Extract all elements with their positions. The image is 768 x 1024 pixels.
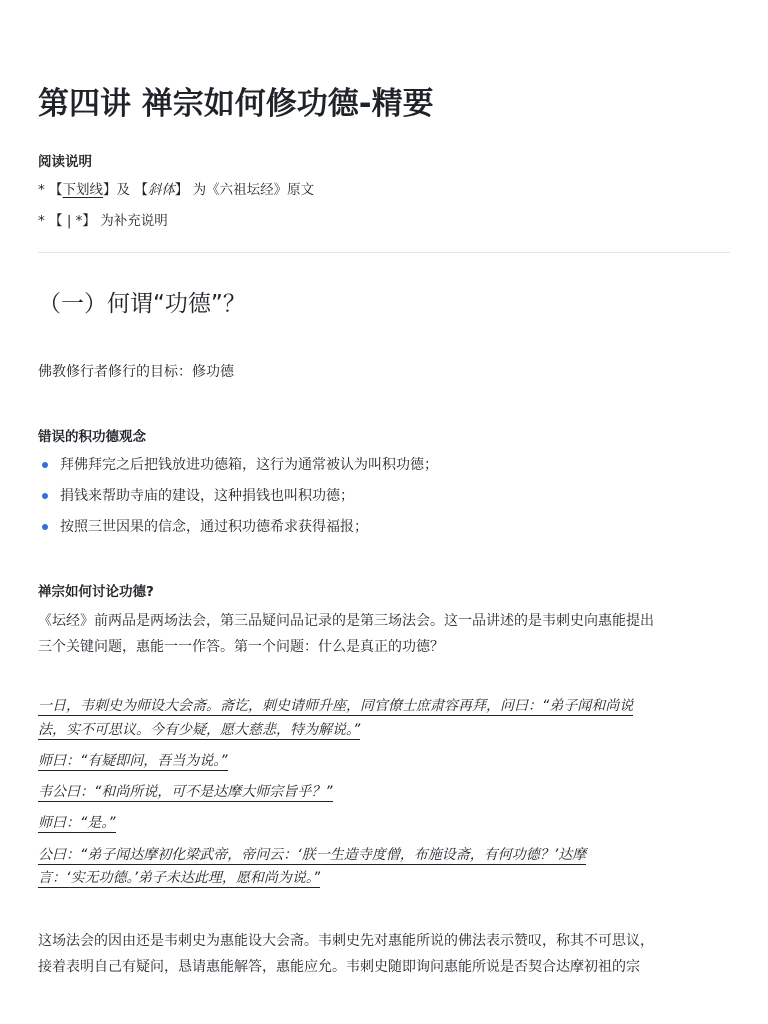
underline-sample: 下划线 <box>62 182 104 198</box>
zen-heading: 禅宗如何讨论功德? <box>38 584 154 600</box>
quote-1-line-1 <box>38 696 633 716</box>
closing-paragraph-line: 这场法会的因由还是韦刺史为惠能设大会斋。韦刺史先对惠能所说的佛法表示赞叹，称其不可思议， <box>38 933 654 949</box>
quote-text: 韦公曰：“和尚所说，可不是达摩大师宗旨乎？” <box>38 784 333 800</box>
reading-note-prefix: * 【 <box>38 182 63 198</box>
zen-paragraph-line: 《坛经》前两品是两场法会，第三品疑问品记录的是第三场法会。这一品讲述的是韦刺史向惠能提出 <box>38 613 654 629</box>
bullet-dot <box>42 462 48 468</box>
wrong-concept-list <box>38 455 730 548</box>
closing-paragraph <box>38 928 730 980</box>
page-title: 第四讲 禅宗如何修功德-精要 <box>38 86 434 122</box>
reading-note-heading: 阅读说明 <box>38 154 92 170</box>
closing-paragraph-line: 接着表明自己有疑问，恳请惠能解答，惠能应允。韦刺史随即询问惠能所说是否契合达摩初祖的宗 <box>38 959 640 975</box>
section-divider <box>38 252 730 253</box>
reading-note-line-1 <box>38 180 730 200</box>
list-item-text: 捐钱来帮助寺庙的建设，这种捐钱也叫积功德； <box>60 488 354 504</box>
quote-text: 言：‘实无功德。’弟子未达此理，愿和尚为说。” <box>38 870 321 886</box>
reading-note-mid: 】及 【 <box>103 182 148 198</box>
bullet-dot <box>42 524 48 530</box>
quote-text: 公曰：“弟子闻达摩初化梁武帝，帝问云：‘朕一生造寺度僧，布施设斋，有何功德？’达摩 <box>38 847 587 863</box>
reading-note-suffix: 】 为《六祖坛经》原文 <box>174 182 315 198</box>
bullet-dot <box>42 493 48 499</box>
list-item <box>38 486 730 517</box>
quote-4 <box>38 813 116 833</box>
list-item-text: 拜佛拜完之后把钱放进功德箱，这行为通常被认为叫积功德； <box>60 457 438 473</box>
list-item <box>38 455 730 486</box>
quote-text: 师曰：“有疑即问，吾当为说。” <box>38 753 228 769</box>
quote-text: 师曰：“是。” <box>38 815 116 831</box>
quote-5-line-2 <box>38 868 320 888</box>
list-item <box>38 517 730 548</box>
goal-text: 佛教修行者修行的目标：修功德 <box>38 364 234 380</box>
zen-paragraph-line: 三个关键问题，惠能一一作答。第一个问题：什么是真正的功德？ <box>38 639 444 655</box>
list-item-text: 按照三世因果的信念，通过积功德希求获得福报； <box>60 519 368 535</box>
quote-text: 法，实不可思议。今有少疑，愿大慈悲，特为解说。” <box>38 722 361 738</box>
section-heading: （一）何谓“功德”？ <box>38 291 246 317</box>
reading-note-line-2: * 【 | *】 为补充说明 <box>38 213 168 229</box>
quote-2 <box>38 751 228 771</box>
zen-paragraph <box>38 608 730 660</box>
quote-1-line-2 <box>38 720 360 740</box>
quote-5-line-1 <box>38 845 586 865</box>
quote-text: 一日，韦刺史为师设大会斋。斋讫，刺史请师升座，同官僚士庶肃容再拜，问曰：“弟子闻和尚说 <box>38 698 634 714</box>
quote-3 <box>38 782 333 802</box>
wrong-concept-heading: 错误的积功德观念 <box>38 429 146 445</box>
italic-sample: 斜体 <box>147 182 175 198</box>
